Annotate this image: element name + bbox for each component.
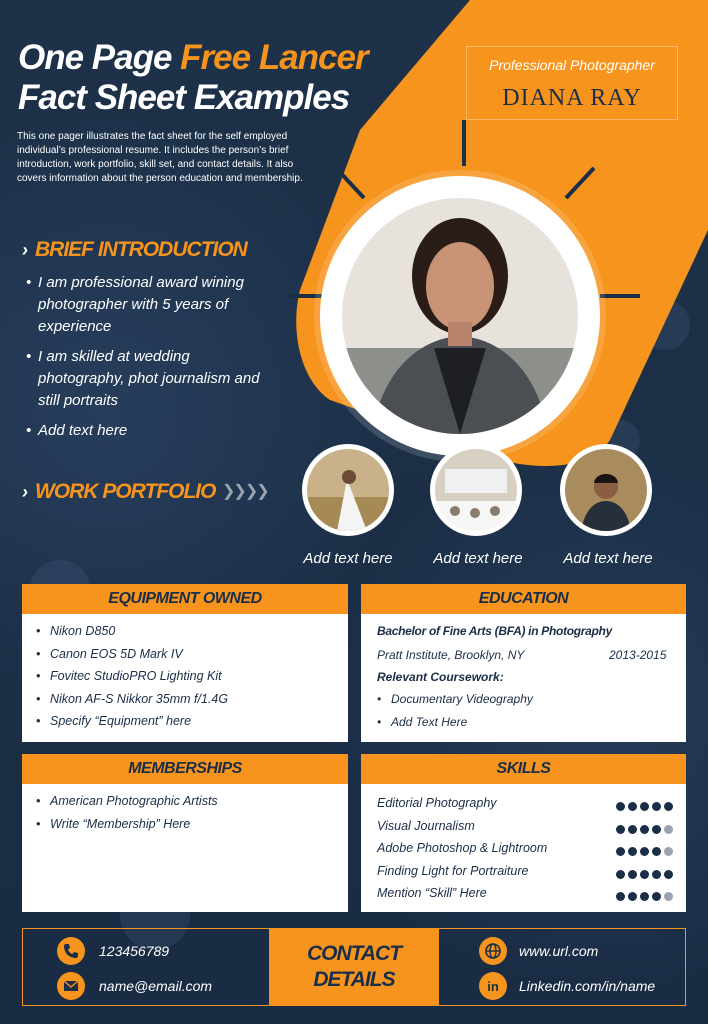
contact-title-line2: DETAILS (313, 968, 395, 991)
skills-card (361, 754, 686, 912)
intro-item: • I am skilled at wedding photography, phot journalism and still portraits (26, 346, 276, 412)
skills-heading: SKILLS (361, 754, 686, 784)
skill-row (377, 837, 673, 859)
skill-rating (613, 843, 673, 861)
memberships-card (22, 754, 348, 912)
chevron-right-icon: › (22, 240, 27, 260)
rating-dot-filled (640, 825, 649, 834)
skill-rating (613, 888, 673, 906)
portfolio-thumb-event[interactable] (430, 444, 522, 536)
rating-dot-filled (628, 870, 637, 879)
intro-heading (22, 238, 247, 262)
rating-dot-filled (616, 892, 625, 901)
contact-title-block (269, 929, 439, 1005)
title-line2: Fact Sheet Examples (18, 78, 350, 117)
linkedin-icon (479, 972, 507, 1000)
intro-heading-text: BRIEF INTRODUCTION (35, 238, 247, 261)
contact-email[interactable]: name@email.com (99, 978, 213, 994)
contact-website[interactable]: www.url.com (519, 943, 599, 959)
rating-dot-filled (628, 892, 637, 901)
portfolio-heading (22, 480, 215, 504)
contact-title (269, 941, 439, 993)
contact-title-line1: CONTACT (306, 942, 402, 965)
rating-dot-empty (664, 847, 673, 856)
equipment-heading: EQUIPMENT OWNED (22, 584, 348, 614)
education-years: 2013-2015 (609, 648, 667, 662)
contact-bar (22, 928, 686, 1006)
rating-dot-filled (664, 802, 673, 811)
rating-dot-filled (616, 870, 625, 879)
course-item: • Documentary Videography (377, 688, 533, 711)
membership-item: • American Photographic Artists (36, 790, 218, 813)
education-card (361, 584, 686, 742)
contact-phone[interactable]: 123456789 (99, 943, 170, 959)
svg-text:in: in (487, 979, 499, 994)
page-description: This one pager illustrates the fact sheet for the self employed individual’s professional resume. It includes the person’s brief introduction, work portfolio, skill set, and contact details. It also covers information about the person education and membership. (17, 131, 303, 184)
profile-photo (342, 198, 578, 434)
name-card (466, 46, 678, 120)
page-title (18, 38, 368, 118)
equipment-item: • Specify “Equipment” here (36, 710, 228, 733)
rating-dot-filled (616, 802, 625, 811)
equipment-item: • Nikon D850 (36, 620, 228, 643)
phone-icon (57, 937, 85, 965)
rating-dot-filled (652, 825, 661, 834)
skill-rating (613, 821, 673, 839)
skill-row (377, 860, 673, 882)
chevron-right-icon: › (22, 482, 27, 502)
coursework-label: Relevant Coursework: (377, 670, 504, 684)
skill-name: Mention “Skill” Here (377, 886, 487, 900)
title-part-white: One Page (18, 38, 181, 77)
skill-rating (613, 866, 673, 884)
coursework-list (377, 688, 533, 733)
intro-item: • I am professional award wining photographer with 5 years of experience (26, 272, 276, 338)
skill-row (377, 792, 673, 814)
rating-dot-filled (616, 825, 625, 834)
equipment-card (22, 584, 348, 742)
portfolio-thumb-portrait[interactable] (560, 444, 652, 536)
intro-item: • Add text here (26, 420, 276, 442)
skill-name: Finding Light for Portraiture (377, 863, 529, 878)
portfolio-caption: Add text here (563, 550, 653, 567)
rating-dot-filled (640, 870, 649, 879)
rating-dot-filled (652, 847, 661, 856)
memberships-heading: MEMBERSHIPS (22, 754, 348, 784)
rating-dot-filled (652, 802, 661, 811)
skill-row (377, 815, 673, 837)
globe-icon (479, 937, 507, 965)
portfolio-heading-text: WORK PORTFOLIO (35, 480, 216, 503)
rating-dot-filled (628, 802, 637, 811)
portfolio-caption: Add text here (303, 550, 393, 567)
rating-dot-filled (652, 870, 661, 879)
email-icon (57, 972, 85, 1000)
rating-dot-filled (664, 870, 673, 879)
rating-dot-filled (640, 847, 649, 856)
intro-list (26, 272, 276, 450)
rating-dot-filled (616, 847, 625, 856)
rating-dot-filled (640, 892, 649, 901)
arrows-icon: ❯❯❯❯ (222, 483, 268, 500)
skill-name: Editorial Photography (377, 796, 497, 810)
profile-role: Professional Photographer (489, 57, 655, 73)
rating-dot-filled (628, 847, 637, 856)
rating-dot-empty (664, 825, 673, 834)
rating-dot-filled (628, 825, 637, 834)
course-item: • Add Text Here (377, 711, 533, 734)
education-degree: Bachelor of Fine Arts (BFA) in Photography (377, 624, 612, 638)
equipment-item: • Canon EOS 5D Mark IV (36, 643, 228, 666)
skill-name: Adobe Photoshop & Lightroom (377, 841, 548, 855)
rating-dot-filled (640, 802, 649, 811)
profile-name: DIANA RAY (502, 85, 642, 111)
equipment-list (36, 620, 228, 733)
equipment-item: • Fovitec StudioPRO Lighting Kit (36, 665, 228, 688)
skill-rating (613, 798, 673, 816)
skill-name: Visual Journalism (377, 818, 475, 833)
education-heading: EDUCATION (361, 584, 686, 614)
title-part-orange: Free Lancer (180, 38, 368, 77)
membership-item: • Write “Membership” Here (36, 813, 218, 836)
portfolio-thumb-wedding[interactable] (302, 444, 394, 536)
rating-dot-empty (664, 892, 673, 901)
portfolio-caption: Add text here (433, 550, 523, 567)
equipment-item: • Nikon AF-S Nikkor 35mm f/1.4G (36, 688, 228, 711)
memberships-list (36, 790, 218, 835)
rating-dot-filled (652, 892, 661, 901)
education-school: Pratt Institute, Brooklyn, NY (377, 648, 525, 662)
contact-linkedin[interactable]: Linkedin.com/in/name (519, 978, 656, 994)
skill-row (377, 882, 673, 904)
